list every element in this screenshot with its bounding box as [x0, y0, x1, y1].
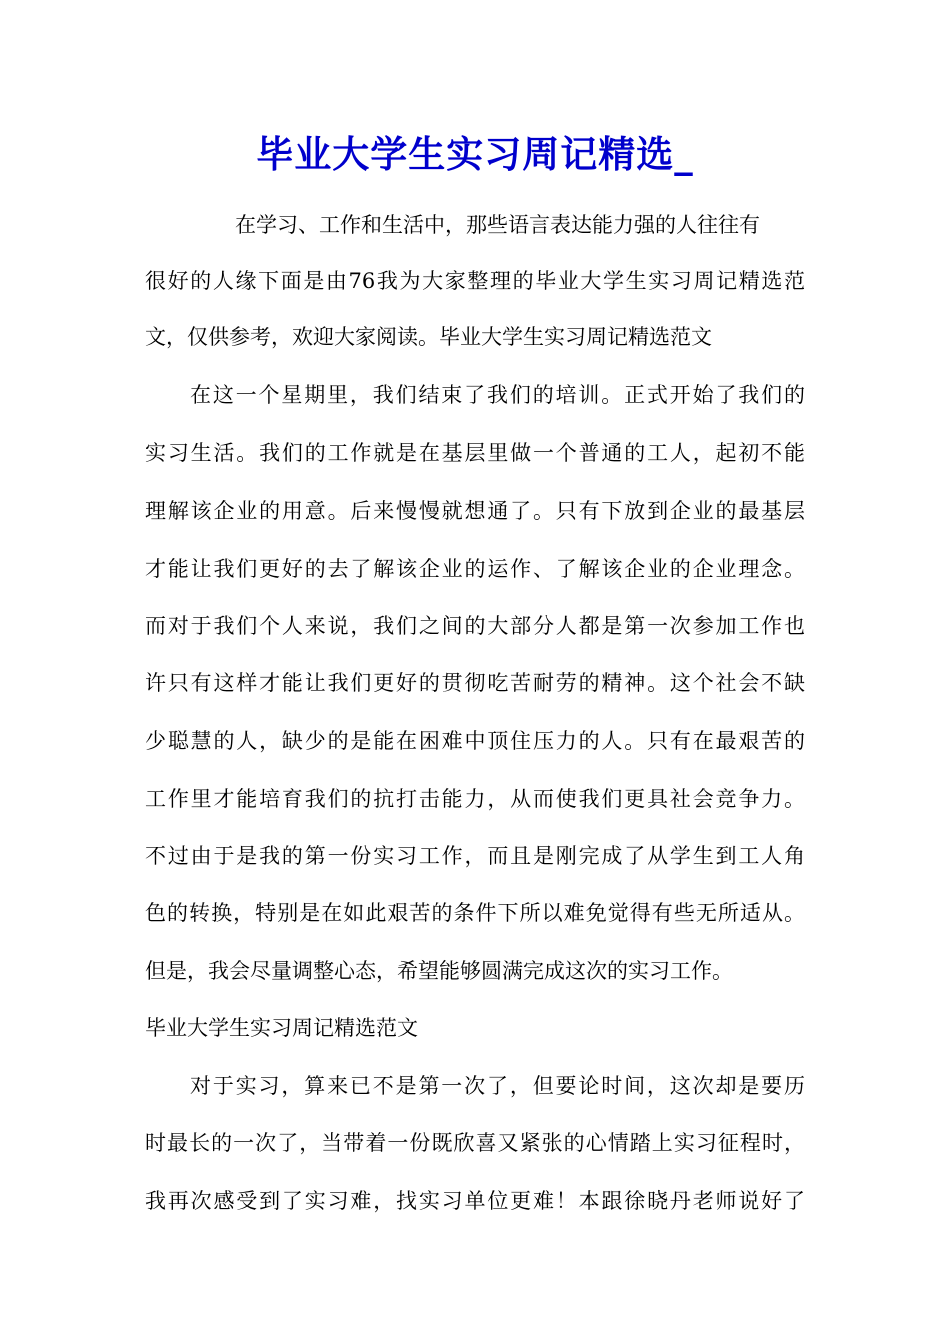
section-heading: 毕业大学生实习周记精选范文	[145, 1016, 418, 1040]
paragraph-line: 理解该企业的用意。后来慢慢就想通了。只有下放到企业的最基层	[145, 499, 805, 523]
paragraph-line: 实习生活。我们的工作就是在基层里做一个普通的工人，起初不能	[145, 441, 805, 465]
paragraph-line: 但是，我会尽量调整心态，希望能够圆满完成这次的实习工作。	[145, 959, 733, 983]
paragraph-line: 才能让我们更好的去了解该企业的运作、了解该企业的企业理念。	[145, 557, 805, 581]
paragraph-line: 在这一个星期里，我们结束了我们的培训。正式开始了我们的	[190, 383, 805, 407]
paragraph-line: 不过由于是我的第一份实习工作，而且是刚完成了从学生到工人角	[145, 844, 805, 868]
paragraph-line: 文，仅供参考，欢迎大家阅读。毕业大学生实习周记精选范文	[145, 325, 712, 349]
paragraph-line: 少聪慧的人，缺少的是能在困难中顶住压力的人。只有在最艰苦的	[145, 729, 805, 753]
paragraph-line: 时最长的一次了，当带着一份既欣喜又紧张的心情踏上实习征程时，	[145, 1131, 805, 1155]
paragraph-line: 色的转换，特别是在如此艰苦的条件下所以难免觉得有些无所适从。	[145, 901, 805, 925]
paragraph-line: 工作里才能培育我们的抗打击能力，从而使我们更具社会竞争力。	[145, 787, 805, 811]
paragraph-line: 在学习、工作和生活中，那些语言表达能力强的人往往有	[235, 213, 760, 237]
paragraph-line: 我再次感受到了实习难，找实习单位更难！本跟徐晓丹老师说好了	[145, 1189, 805, 1213]
paragraph-line: 很好的人缘下面是由76我为大家整理的毕业大学生实习周记精选范	[145, 269, 805, 293]
paragraph-line: 对于实习，算来已不是第一次了，但要论时间，这次却是要历	[190, 1074, 805, 1098]
paragraph-line: 而对于我们个人来说，我们之间的大部分人都是第一次参加工作也	[145, 614, 805, 638]
document-title: 毕业大学生实习周记精选_	[256, 132, 694, 176]
paragraph-line: 许只有这样才能让我们更好的贯彻吃苦耐劳的精神。这个社会不缺	[145, 671, 805, 695]
